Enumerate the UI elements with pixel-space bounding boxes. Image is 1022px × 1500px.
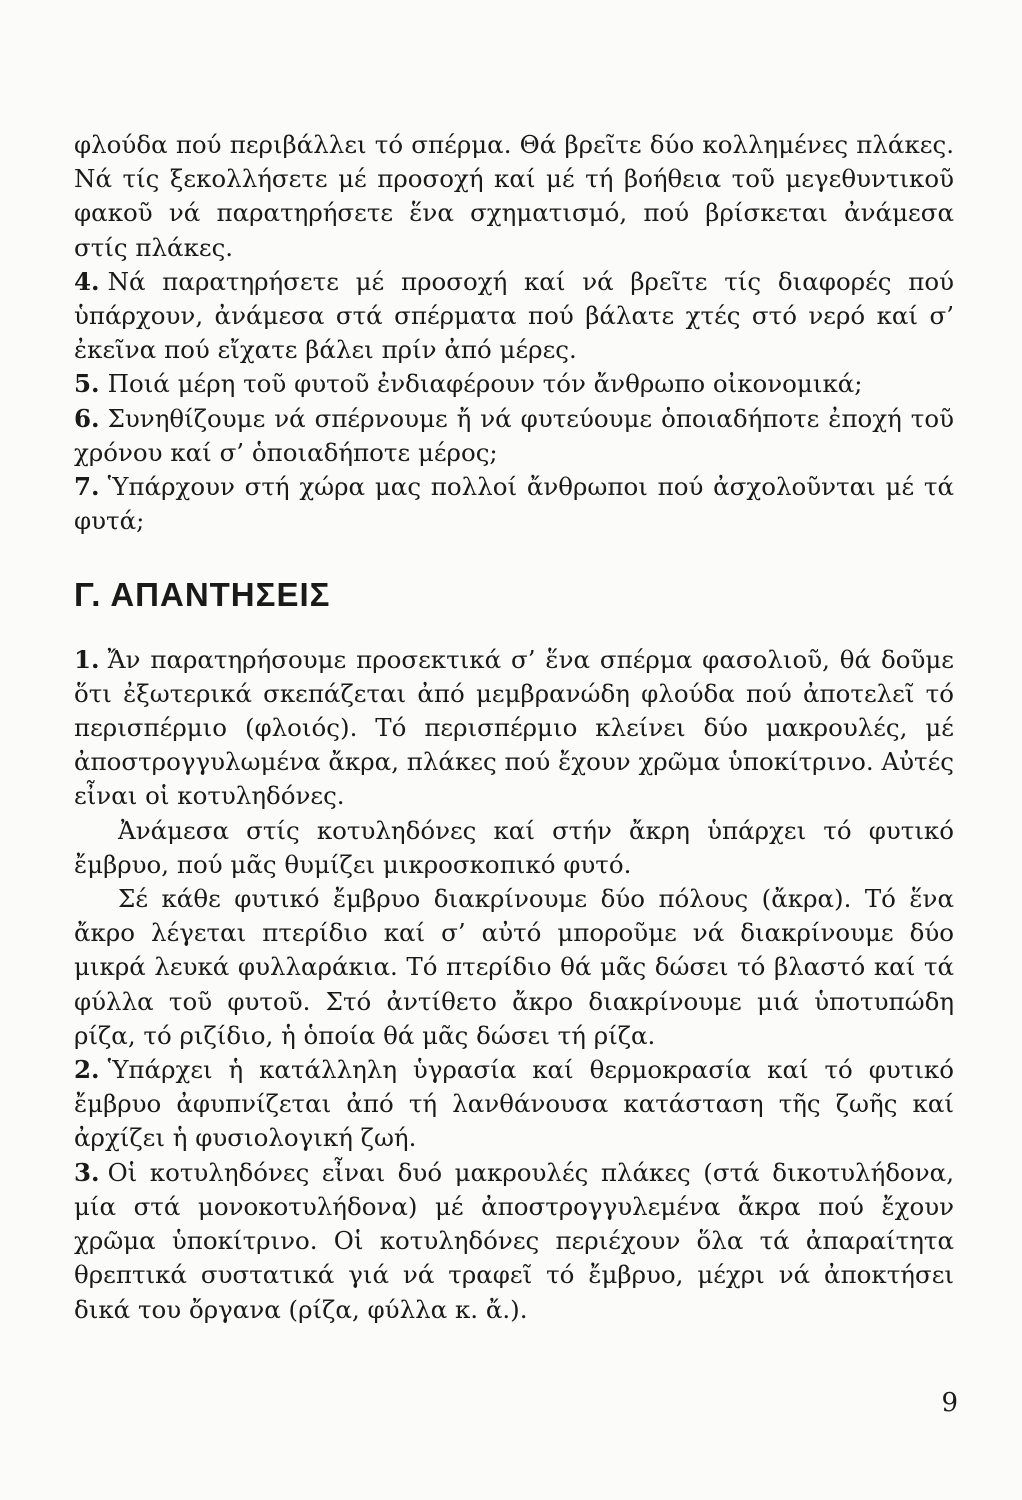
answer-2 bbox=[74, 1053, 954, 1156]
question-5 bbox=[74, 367, 954, 401]
question-text: Νά παρατηρήσετε μέ προσοχή καί νά βρεῖτε τίς διαφορές πού ὑπάρχουν, ἀνάμεσα στά σπέρματα πού βάλατε χτές στό νερό καί σ’ ἐκεῖνα πού εἴχατε βάλει πρίν ἀπό μέρες. bbox=[74, 266, 954, 365]
question-7 bbox=[74, 470, 954, 538]
answer-text: Ἄν παρατηρήσουμε προσεκτικά σ’ ἕνα σπέρμα φασολιοῦ, θά δοῦμε ὅτι ἐξωτερικά σκεπάζεται ἀπό μεμβρανώδη φλούδα πού ἀποτελεῖ τό περισπέρμιο (φλοιός). Τό περισπέρμιο κλείνει δύο μακρουλές, μέ ἀποστρογγυλωμένα ἄκρα, πλάκες πού ἔχουν χρῶμα ὑποκίτρινο. Αὐτές εἶναι οἱ κοτυληδόνες. bbox=[74, 644, 954, 811]
page-number: 9 bbox=[941, 1388, 958, 1418]
answer-3 bbox=[74, 1156, 954, 1327]
answer-number: 2. bbox=[74, 1055, 100, 1085]
page-body bbox=[74, 128, 954, 1327]
question-text: Ὑπάρχουν στή χώρα μας πολλοί ἄνθρωποι πού ἀσχολοῦνται μέ τά φυτά; bbox=[74, 472, 954, 536]
answer-text: Οἱ κοτυληδόνες εἶναι δυό μακρουλές πλάκες (στά δικοτυλήδονα, μία στά μονοκοτυλήδονα) μέ ἀποστρογγυλεμένα ἄκρα πού ἔχουν χρῶμα ὑποκίτρινο. Οἱ κοτυληδόνες περιέχουν ὅλα τά ἀπαραίτητα θρεπτικά συστατικά γιά νά τραφεῖ τό ἔμβρυο, μέχρι νά ἀποκτήσει δικά του ὄργανα (ρίζα, φύλλα κ. ἄ.). bbox=[74, 1157, 954, 1324]
answer-number: 3. bbox=[74, 1157, 100, 1187]
question-number: 6. bbox=[74, 403, 100, 433]
question-number: 5. bbox=[74, 369, 100, 399]
paragraph-continued: φλούδα πού περιβάλλει τό σπέρμα. Θά βρεῖτε δύο κολλημένες πλάκες. Νά τίς ξεκολλήσετε μέ προσοχή καί μέ τή βοήθεια τοῦ μεγεθυντικοῦ φακοῦ νά παρατηρήσετε ἕνα σχηματισμό, πού βρίσκεται ἀνάμεσα στίς πλάκες. bbox=[74, 130, 954, 262]
question-4 bbox=[74, 265, 954, 368]
answer-1 bbox=[74, 643, 954, 814]
answer-text: Ὑπάρχει ἡ κατάλληλη ὑγρασία καί θερμοκρασία καί τό φυτικό ἔμβρυο ἀφυπνίζεται ἀπό τή λανθάνουσα κατάσταση τῆς ζωῆς καί ἀρχίζει ἡ φυσιολογική ζωή. bbox=[74, 1055, 954, 1153]
section-heading: Γ. ΑΠΑΝΤΗΣΕΙΣ bbox=[74, 576, 331, 614]
question-text: Συνηθίζουμε νά σπέρνουμε ἤ νά φυτεύουμε ὁποιαδήποτε ἐποχή τοῦ χρόνου καί σ’ ὁποιαδήποτε μέρος; bbox=[74, 403, 954, 467]
question-6 bbox=[74, 402, 954, 470]
answer-1-paragraph-2: Ἀνάμεσα στίς κοτυληδόνες καί στήν ἄκρη ὑπάρχει τό φυτικό ἔμβρυο, πού μᾶς θυμίζει μικροσκοπικό φυτό. bbox=[74, 815, 954, 879]
answer-1-paragraph-3: Σέ κάθε φυτικό ἔμβρυο διακρίνουμε δύο πόλους (ἄκρα). Τό ἕνα ἄκρο λέγεται πτερίδιο καί σ’ αὐτό μποροῦμε νά διακρίνουμε δύο μικρά λευκά φυλλαράκια. Τό πτερίδιο θά μᾶς δώσει τό βλαστό καί τά φύλλα τοῦ φυτοῦ. Στό ἀντίθετο ἄκρο διακρίνουμε μιά ὑποτυπώδη ρίζα, τό ριζίδιο, ἡ ὁποία θά μᾶς δώσει τή ρίζα. bbox=[74, 884, 954, 1050]
question-number: 4. bbox=[74, 266, 100, 296]
answer-number: 1. bbox=[74, 644, 100, 674]
question-text: Ποιά μέρη τοῦ φυτοῦ ἐνδιαφέρουν τόν ἄνθρωπο οἰκονομικά; bbox=[107, 369, 863, 399]
question-number: 7. bbox=[74, 472, 100, 502]
